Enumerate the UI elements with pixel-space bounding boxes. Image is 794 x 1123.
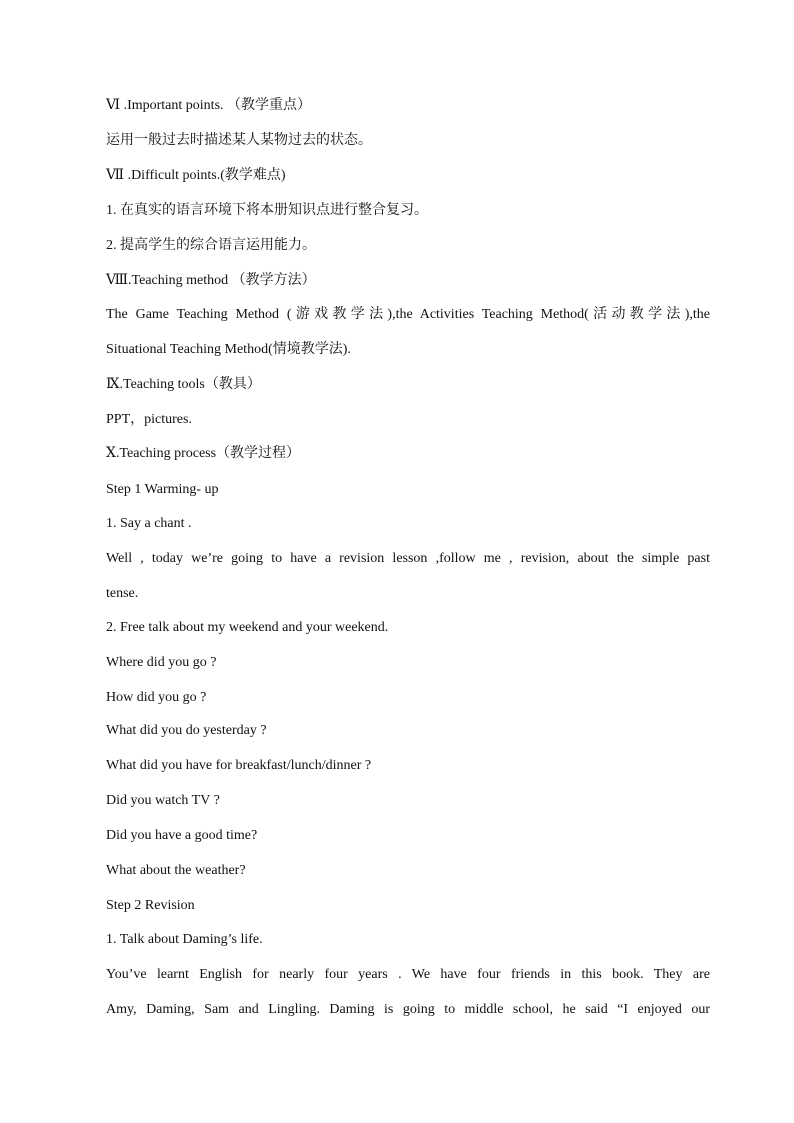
list-item: 1. 在真实的语言环境下将本册知识点进行整合复习。 xyxy=(106,203,428,218)
paragraph-line: tense. xyxy=(106,586,139,601)
heading-teaching-method: Ⅷ.Teaching method （教学方法） xyxy=(106,273,316,288)
paragraph-line: You’ve learnt English for nearly four years . We have four friends in this book. They are xyxy=(106,967,710,982)
question-line: Did you have a good time? xyxy=(106,828,258,843)
paragraph-line: Amy, Daming, Sam and Lingling. Daming is going to middle school, he said “I enjoyed our xyxy=(106,1002,710,1017)
paragraph-line: Situational Teaching Method(情境教学法). xyxy=(106,342,351,357)
heading-difficult-points: Ⅶ .Difficult points.(教学难点) xyxy=(106,168,286,183)
list-item: 2. 提高学生的综合语言运用能力。 xyxy=(106,238,316,253)
question-line: What did you do yesterday ? xyxy=(106,723,267,738)
step-heading: Step 1 Warming- up xyxy=(106,482,219,497)
heading-teaching-process: Ⅹ.Teaching process（教学过程） xyxy=(106,446,301,461)
list-item: 2. Free talk about my weekend and your weekend. xyxy=(106,620,389,635)
list-item: 1. Talk about Daming’s life. xyxy=(106,932,263,947)
heading-important-points: Ⅵ .Important points. （教学重点） xyxy=(106,98,312,113)
paragraph-line: The Game Teaching Method (游戏教学法),the Activities Teaching Method(活动教学法),the xyxy=(106,307,710,322)
paragraph-line: Well , today we’re going to have a revision lesson ,follow me , revision, about the simple past xyxy=(106,551,710,566)
step-heading: Step 2 Revision xyxy=(106,898,195,913)
question-line: How did you go ? xyxy=(106,690,207,705)
paragraph-line: 运用一般过去时描述某人某物过去的状态。 xyxy=(106,133,372,148)
heading-teaching-tools: Ⅸ.Teaching tools（教具） xyxy=(106,377,261,392)
question-line: Where did you go ? xyxy=(106,655,217,670)
question-line: What did you have for breakfast/lunch/dinner ? xyxy=(106,758,372,773)
paragraph-line: PPT，pictures. xyxy=(106,412,192,427)
list-item: 1. Say a chant . xyxy=(106,516,192,531)
question-line: Did you watch TV ? xyxy=(106,793,220,808)
question-line: What about the weather? xyxy=(106,863,246,878)
